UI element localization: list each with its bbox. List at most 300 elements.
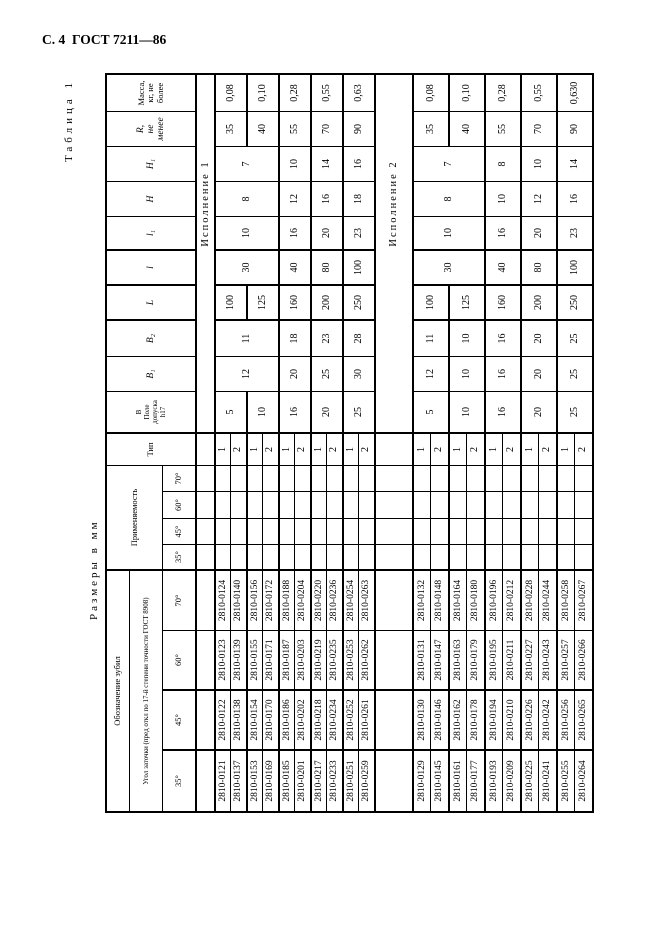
primenyaemost-cell	[520, 519, 538, 545]
designation-cell-45: 2810-0146	[430, 691, 448, 751]
designation-cell-35: 2810-0153	[246, 751, 262, 811]
primenyaemost-cell	[574, 519, 592, 545]
header-B2: B₂	[107, 321, 195, 357]
dim-cell-l1: 20	[520, 217, 556, 251]
dim-cell-H: 16	[310, 182, 342, 217]
primenyaemost-cell	[294, 492, 310, 519]
ispolnenie-label: Исполнение 1	[195, 75, 214, 434]
designation-cell-35: 2810-0241	[538, 751, 556, 811]
tip-cell: 2	[230, 434, 246, 466]
primenyaemost-cell	[294, 545, 310, 571]
primenyaemost-cell	[412, 519, 430, 545]
empty-cell	[374, 466, 412, 492]
empty-cell	[195, 631, 214, 691]
tip-cell: 1	[484, 434, 502, 466]
dim-cell-l: 40	[278, 251, 310, 286]
dim-cell-l: 30	[412, 251, 484, 286]
dim-cell-B2: 23	[310, 321, 342, 357]
dim-cell-l1: 20	[310, 217, 342, 251]
dim-cell-R: 55	[484, 112, 520, 147]
dim-cell-massa: 0,28	[278, 75, 310, 112]
primenyaemost-cell	[502, 545, 520, 571]
designation-cell-60: 2810-0139	[230, 631, 246, 691]
designation-cell-70: 2810-0148	[430, 571, 448, 631]
primenyaemost-cell	[502, 492, 520, 519]
dim-cell-L: 100	[412, 286, 448, 321]
designation-cell-45: 2810-0218	[310, 691, 326, 751]
header-H: H	[107, 182, 195, 217]
designation-cell-60: 2810-0262	[358, 631, 374, 691]
tip-cell: 1	[246, 434, 262, 466]
designation-cell-35: 2810-0137	[230, 751, 246, 811]
dim-cell-B2: 16	[484, 321, 520, 357]
dim-cell-L: 250	[556, 286, 592, 321]
tip-cell: 2	[466, 434, 484, 466]
dim-cell-l1: 10	[214, 217, 278, 251]
primenyaemost-cell	[310, 466, 326, 492]
primenyaemost-cell	[246, 545, 262, 571]
dim-cell-L: 160	[484, 286, 520, 321]
primenyaemost-cell	[430, 466, 448, 492]
designation-cell-60: 2810-0203	[294, 631, 310, 691]
dim-cell-B1: 12	[214, 357, 278, 392]
header-l: l	[107, 251, 195, 286]
captions	[60, 77, 105, 813]
dim-cell-B1: 12	[412, 357, 448, 392]
primenyaemost-cell	[502, 466, 520, 492]
dim-cell-R: 90	[342, 112, 374, 147]
dim-cell-massa: 0,10	[246, 75, 278, 112]
header-primenyaemost: Применяемость	[107, 466, 162, 571]
page-header: С. 4 ГОСТ 7211—86	[42, 32, 167, 47]
designation-cell-60: 2810-0155	[246, 631, 262, 691]
designation-cell-60: 2810-0131	[412, 631, 430, 691]
primenyaemost-cell	[278, 492, 294, 519]
dim-cell-B2: 10	[448, 321, 484, 357]
dim-cell-massa: 0,28	[484, 75, 520, 112]
dim-cell-massa: 0,55	[310, 75, 342, 112]
designation-cell-35: 2810-0233	[326, 751, 342, 811]
dim-cell-B: 25	[556, 392, 592, 434]
designation-cell-70: 2810-0172	[262, 571, 278, 631]
designation-cell-70: 2810-0132	[412, 571, 430, 631]
empty-cell	[195, 519, 214, 545]
dim-cell-H1: 14	[310, 147, 342, 182]
designation-cell-70: 2810-0263	[358, 571, 374, 631]
primenyaemost-cell	[262, 519, 278, 545]
dim-cell-B: 16	[484, 392, 520, 434]
tip-cell: 1	[310, 434, 326, 466]
designation-cell-60: 2810-0235	[326, 631, 342, 691]
empty-cell	[374, 631, 412, 691]
designation-cell-45: 2810-0242	[538, 691, 556, 751]
empty-cell	[374, 519, 412, 545]
dim-cell-l: 100	[342, 251, 374, 286]
dim-cell-R: 40	[448, 112, 484, 147]
primenyaemost-cell	[326, 519, 342, 545]
primenyaemost-cell	[214, 492, 230, 519]
header-l1: l₁	[107, 217, 195, 251]
primenyaemost-cell	[342, 545, 358, 571]
designation-cell-35: 2810-0177	[466, 751, 484, 811]
tip-cell: 1	[412, 434, 430, 466]
primenyaemost-cell	[574, 545, 592, 571]
primenyaemost-cell	[326, 492, 342, 519]
designation-cell-70: 2810-0258	[556, 571, 574, 631]
dim-cell-B1: 20	[278, 357, 310, 392]
empty-cell	[195, 545, 214, 571]
primenyaemost-cell	[466, 466, 484, 492]
header-angle-oboznachenie: 45°	[162, 691, 195, 751]
dim-cell-H: 12	[520, 182, 556, 217]
designation-cell-60: 2810-0179	[466, 631, 484, 691]
dim-cell-l: 30	[214, 251, 278, 286]
dim-cell-B: 20	[520, 392, 556, 434]
primenyaemost-cell	[278, 466, 294, 492]
designation-cell-35: 2810-0145	[430, 751, 448, 811]
primenyaemost-cell	[214, 519, 230, 545]
dim-cell-B2: 11	[214, 321, 278, 357]
tip-cell: 2	[574, 434, 592, 466]
designation-cell-70: 2810-0156	[246, 571, 262, 631]
dim-cell-l1: 16	[278, 217, 310, 251]
designation-cell-35: 2810-0169	[262, 751, 278, 811]
dim-cell-massa: 0,08	[214, 75, 246, 112]
primenyaemost-cell	[412, 466, 430, 492]
dim-cell-B1: 30	[342, 357, 374, 392]
dim-cell-massa: 0,10	[448, 75, 484, 112]
dim-cell-B: 5	[214, 392, 246, 434]
empty-cell	[195, 434, 214, 466]
designation-cell-70: 2810-0124	[214, 571, 230, 631]
designation-cell-70: 2810-0164	[448, 571, 466, 631]
designation-cell-70: 2810-0212	[502, 571, 520, 631]
header-angle-primenyaemost: 45°	[162, 519, 195, 545]
tip-cell: 2	[262, 434, 278, 466]
designation-cell-70: 2810-0140	[230, 571, 246, 631]
dim-cell-B2: 11	[412, 321, 448, 357]
dim-cell-B: 16	[278, 392, 310, 434]
primenyaemost-cell	[556, 519, 574, 545]
primenyaemost-cell	[310, 492, 326, 519]
empty-cell	[374, 434, 412, 466]
designation-cell-70: 2810-0267	[574, 571, 592, 631]
empty-cell	[374, 545, 412, 571]
primenyaemost-cell	[484, 466, 502, 492]
dim-cell-R: 90	[556, 112, 592, 147]
empty-cell	[195, 466, 214, 492]
dim-cell-H: 8	[214, 182, 278, 217]
designation-cell-35: 2810-0201	[294, 751, 310, 811]
primenyaemost-cell	[448, 519, 466, 545]
tip-cell: 1	[520, 434, 538, 466]
designation-cell-45: 2810-0226	[520, 691, 538, 751]
tip-cell: 2	[358, 434, 374, 466]
dim-cell-R: 55	[278, 112, 310, 147]
designation-cell-45: 2810-0186	[278, 691, 294, 751]
primenyaemost-cell	[358, 492, 374, 519]
dim-cell-l1: 23	[556, 217, 592, 251]
designation-cell-35: 2810-0193	[484, 751, 502, 811]
dim-cell-H1: 7	[412, 147, 484, 182]
primenyaemost-cell	[326, 545, 342, 571]
designation-cell-60: 2810-0123	[214, 631, 230, 691]
dim-cell-H: 8	[412, 182, 484, 217]
dim-cell-massa: 0,63	[342, 75, 374, 112]
dim-cell-l1: 10	[412, 217, 484, 251]
tip-cell: 2	[430, 434, 448, 466]
dim-cell-B1: 25	[556, 357, 592, 392]
designation-cell-35: 2810-0255	[556, 751, 574, 811]
designation-cell-35: 2810-0129	[412, 751, 430, 811]
header-B: B Поле допуска h17	[107, 392, 195, 434]
dim-cell-B2: 28	[342, 321, 374, 357]
primenyaemost-cell	[520, 466, 538, 492]
primenyaemost-cell	[430, 545, 448, 571]
designation-cell-35: 2810-0251	[342, 751, 358, 811]
primenyaemost-cell	[214, 466, 230, 492]
dim-cell-massa: 0,08	[412, 75, 448, 112]
designation-cell-60: 2810-0243	[538, 631, 556, 691]
empty-cell	[195, 571, 214, 631]
primenyaemost-cell	[484, 492, 502, 519]
dim-cell-B: 25	[342, 392, 374, 434]
primenyaemost-cell	[466, 519, 484, 545]
dim-cell-R: 70	[310, 112, 342, 147]
primenyaemost-cell	[294, 519, 310, 545]
designation-cell-60: 2810-0266	[574, 631, 592, 691]
tip-cell: 2	[326, 434, 342, 466]
designation-cell-60: 2810-0211	[502, 631, 520, 691]
designation-cell-45: 2810-0122	[214, 691, 230, 751]
designation-cell-45: 2810-0154	[246, 691, 262, 751]
designation-cell-35: 2810-0225	[520, 751, 538, 811]
primenyaemost-cell	[520, 492, 538, 519]
designation-cell-35: 2810-0161	[448, 751, 466, 811]
tip-cell: 1	[448, 434, 466, 466]
tip-cell: 2	[502, 434, 520, 466]
designation-cell-70: 2810-0180	[466, 571, 484, 631]
dim-cell-H: 18	[342, 182, 374, 217]
primenyaemost-cell	[262, 466, 278, 492]
tip-cell: 1	[214, 434, 230, 466]
table-grid	[105, 73, 594, 813]
primenyaemost-cell	[230, 519, 246, 545]
dim-cell-H1: 16	[342, 147, 374, 182]
designation-cell-45: 2810-0265	[574, 691, 592, 751]
ispolnenie-label: Исполнение 2	[374, 75, 412, 434]
empty-cell	[374, 691, 412, 751]
primenyaemost-cell	[262, 545, 278, 571]
primenyaemost-cell	[230, 466, 246, 492]
dim-cell-B: 10	[246, 392, 278, 434]
designation-cell-70: 2810-0228	[520, 571, 538, 631]
primenyaemost-cell	[430, 519, 448, 545]
dim-cell-L: 125	[448, 286, 484, 321]
designation-cell-70: 2810-0196	[484, 571, 502, 631]
dim-cell-l: 100	[556, 251, 592, 286]
dim-cell-l: 80	[310, 251, 342, 286]
primenyaemost-cell	[246, 466, 262, 492]
header-angle-oboznachenie: 35°	[162, 751, 195, 811]
table-caption: Таблица 1	[63, 79, 75, 163]
primenyaemost-cell	[342, 519, 358, 545]
designation-cell-70: 2810-0204	[294, 571, 310, 631]
header-L: L	[107, 286, 195, 321]
designation-cell-60: 2810-0187	[278, 631, 294, 691]
dim-cell-B: 5	[412, 392, 448, 434]
primenyaemost-cell	[294, 466, 310, 492]
dim-cell-H1: 14	[556, 147, 592, 182]
dim-cell-B2: 20	[520, 321, 556, 357]
primenyaemost-cell	[262, 492, 278, 519]
designation-cell-70: 2810-0188	[278, 571, 294, 631]
designation-cell-45: 2810-0252	[342, 691, 358, 751]
designation-cell-35: 2810-0264	[574, 751, 592, 811]
primenyaemost-cell	[246, 492, 262, 519]
dim-cell-B1: 20	[520, 357, 556, 392]
designation-cell-45: 2810-0210	[502, 691, 520, 751]
primenyaemost-cell	[556, 545, 574, 571]
designation-cell-60: 2810-0163	[448, 631, 466, 691]
dim-cell-R: 35	[214, 112, 246, 147]
primenyaemost-cell	[342, 466, 358, 492]
designation-cell-45: 2810-0130	[412, 691, 430, 751]
primenyaemost-cell	[502, 519, 520, 545]
designation-cell-60: 2810-0147	[430, 631, 448, 691]
rotated-table-wrapper	[60, 77, 590, 813]
empty-cell	[195, 492, 214, 519]
dim-cell-H: 16	[556, 182, 592, 217]
designation-cell-70: 2810-0244	[538, 571, 556, 631]
designation-cell-60: 2810-0195	[484, 631, 502, 691]
empty-cell	[195, 751, 214, 811]
header-R: R, не менее	[107, 112, 195, 147]
designation-cell-35: 2810-0259	[358, 751, 374, 811]
primenyaemost-cell	[448, 492, 466, 519]
primenyaemost-cell	[230, 492, 246, 519]
designation-cell-60: 2810-0257	[556, 631, 574, 691]
designation-cell-60: 2810-0253	[342, 631, 358, 691]
designation-cell-70: 2810-0220	[310, 571, 326, 631]
tip-cell: 1	[556, 434, 574, 466]
primenyaemost-cell	[310, 545, 326, 571]
primenyaemost-cell	[466, 492, 484, 519]
dim-cell-L: 200	[310, 286, 342, 321]
primenyaemost-cell	[538, 545, 556, 571]
header-massa: Масса, кг, не более	[107, 75, 195, 112]
primenyaemost-cell	[448, 545, 466, 571]
tip-cell: 1	[278, 434, 294, 466]
designation-cell-35: 2810-0209	[502, 751, 520, 811]
designation-cell-35: 2810-0121	[214, 751, 230, 811]
dim-cell-H: 10	[484, 182, 520, 217]
designation-cell-45: 2810-0256	[556, 691, 574, 751]
primenyaemost-cell	[466, 545, 484, 571]
dim-cell-B2: 25	[556, 321, 592, 357]
primenyaemost-cell	[574, 466, 592, 492]
primenyaemost-cell	[556, 466, 574, 492]
designation-cell-35: 2810-0185	[278, 751, 294, 811]
dim-cell-B: 20	[310, 392, 342, 434]
designation-cell-45: 2810-0261	[358, 691, 374, 751]
designation-cell-35: 2810-0217	[310, 751, 326, 811]
designation-cell-60: 2810-0227	[520, 631, 538, 691]
designation-cell-70: 2810-0236	[326, 571, 342, 631]
primenyaemost-cell	[342, 492, 358, 519]
primenyaemost-cell	[430, 492, 448, 519]
primenyaemost-cell	[484, 519, 502, 545]
dim-cell-L: 125	[246, 286, 278, 321]
primenyaemost-cell	[278, 519, 294, 545]
dim-cell-massa: 0,630	[556, 75, 592, 112]
header-angle-primenyaemost: 60°	[162, 492, 195, 519]
primenyaemost-cell	[448, 466, 466, 492]
designation-cell-45: 2810-0234	[326, 691, 342, 751]
dim-cell-l: 40	[484, 251, 520, 286]
primenyaemost-cell	[412, 492, 430, 519]
tip-cell: 1	[342, 434, 358, 466]
designation-cell-60: 2810-0171	[262, 631, 278, 691]
primenyaemost-cell	[574, 492, 592, 519]
tip-cell: 2	[538, 434, 556, 466]
dim-cell-B1: 25	[310, 357, 342, 392]
dim-cell-H1: 10	[520, 147, 556, 182]
primenyaemost-cell	[358, 466, 374, 492]
dim-cell-B1: 16	[484, 357, 520, 392]
primenyaemost-cell	[520, 545, 538, 571]
empty-cell	[374, 751, 412, 811]
primenyaemost-cell	[412, 545, 430, 571]
primenyaemost-cell	[538, 492, 556, 519]
empty-cell	[195, 691, 214, 751]
primenyaemost-cell	[556, 492, 574, 519]
header-angle-primenyaemost: 70°	[162, 466, 195, 492]
primenyaemost-cell	[538, 519, 556, 545]
header-angle-oboznachenie: 60°	[162, 631, 195, 691]
dim-cell-massa: 0,55	[520, 75, 556, 112]
primenyaemost-cell	[484, 545, 502, 571]
dim-cell-H1: 8	[484, 147, 520, 182]
dim-cell-l1: 16	[484, 217, 520, 251]
dim-cell-H1: 7	[214, 147, 278, 182]
designation-cell-45: 2810-0162	[448, 691, 466, 751]
dim-cell-R: 40	[246, 112, 278, 147]
dim-cell-L: 100	[214, 286, 246, 321]
primenyaemost-cell	[326, 466, 342, 492]
primenyaemost-cell	[358, 545, 374, 571]
primenyaemost-cell	[230, 545, 246, 571]
header-tip: Тип	[107, 434, 195, 466]
designation-cell-45: 2810-0178	[466, 691, 484, 751]
dim-cell-H1: 10	[278, 147, 310, 182]
header-ugol-zatochki: Угол заточки (пред откл по 17-й степени точности ГОСТ 8908)	[129, 571, 162, 811]
designation-cell-45: 2810-0138	[230, 691, 246, 751]
dim-cell-L: 250	[342, 286, 374, 321]
tip-cell: 2	[294, 434, 310, 466]
empty-cell	[374, 492, 412, 519]
dim-cell-l1: 23	[342, 217, 374, 251]
dim-cell-R: 35	[412, 112, 448, 147]
designation-cell-45: 2810-0202	[294, 691, 310, 751]
primenyaemost-cell	[246, 519, 262, 545]
dim-cell-B2: 18	[278, 321, 310, 357]
units-caption: Размеры в мм	[88, 519, 100, 620]
header-angle-oboznachenie: 70°	[162, 571, 195, 631]
header-B1: B₁	[107, 357, 195, 392]
dim-cell-L: 160	[278, 286, 310, 321]
primenyaemost-cell	[310, 519, 326, 545]
